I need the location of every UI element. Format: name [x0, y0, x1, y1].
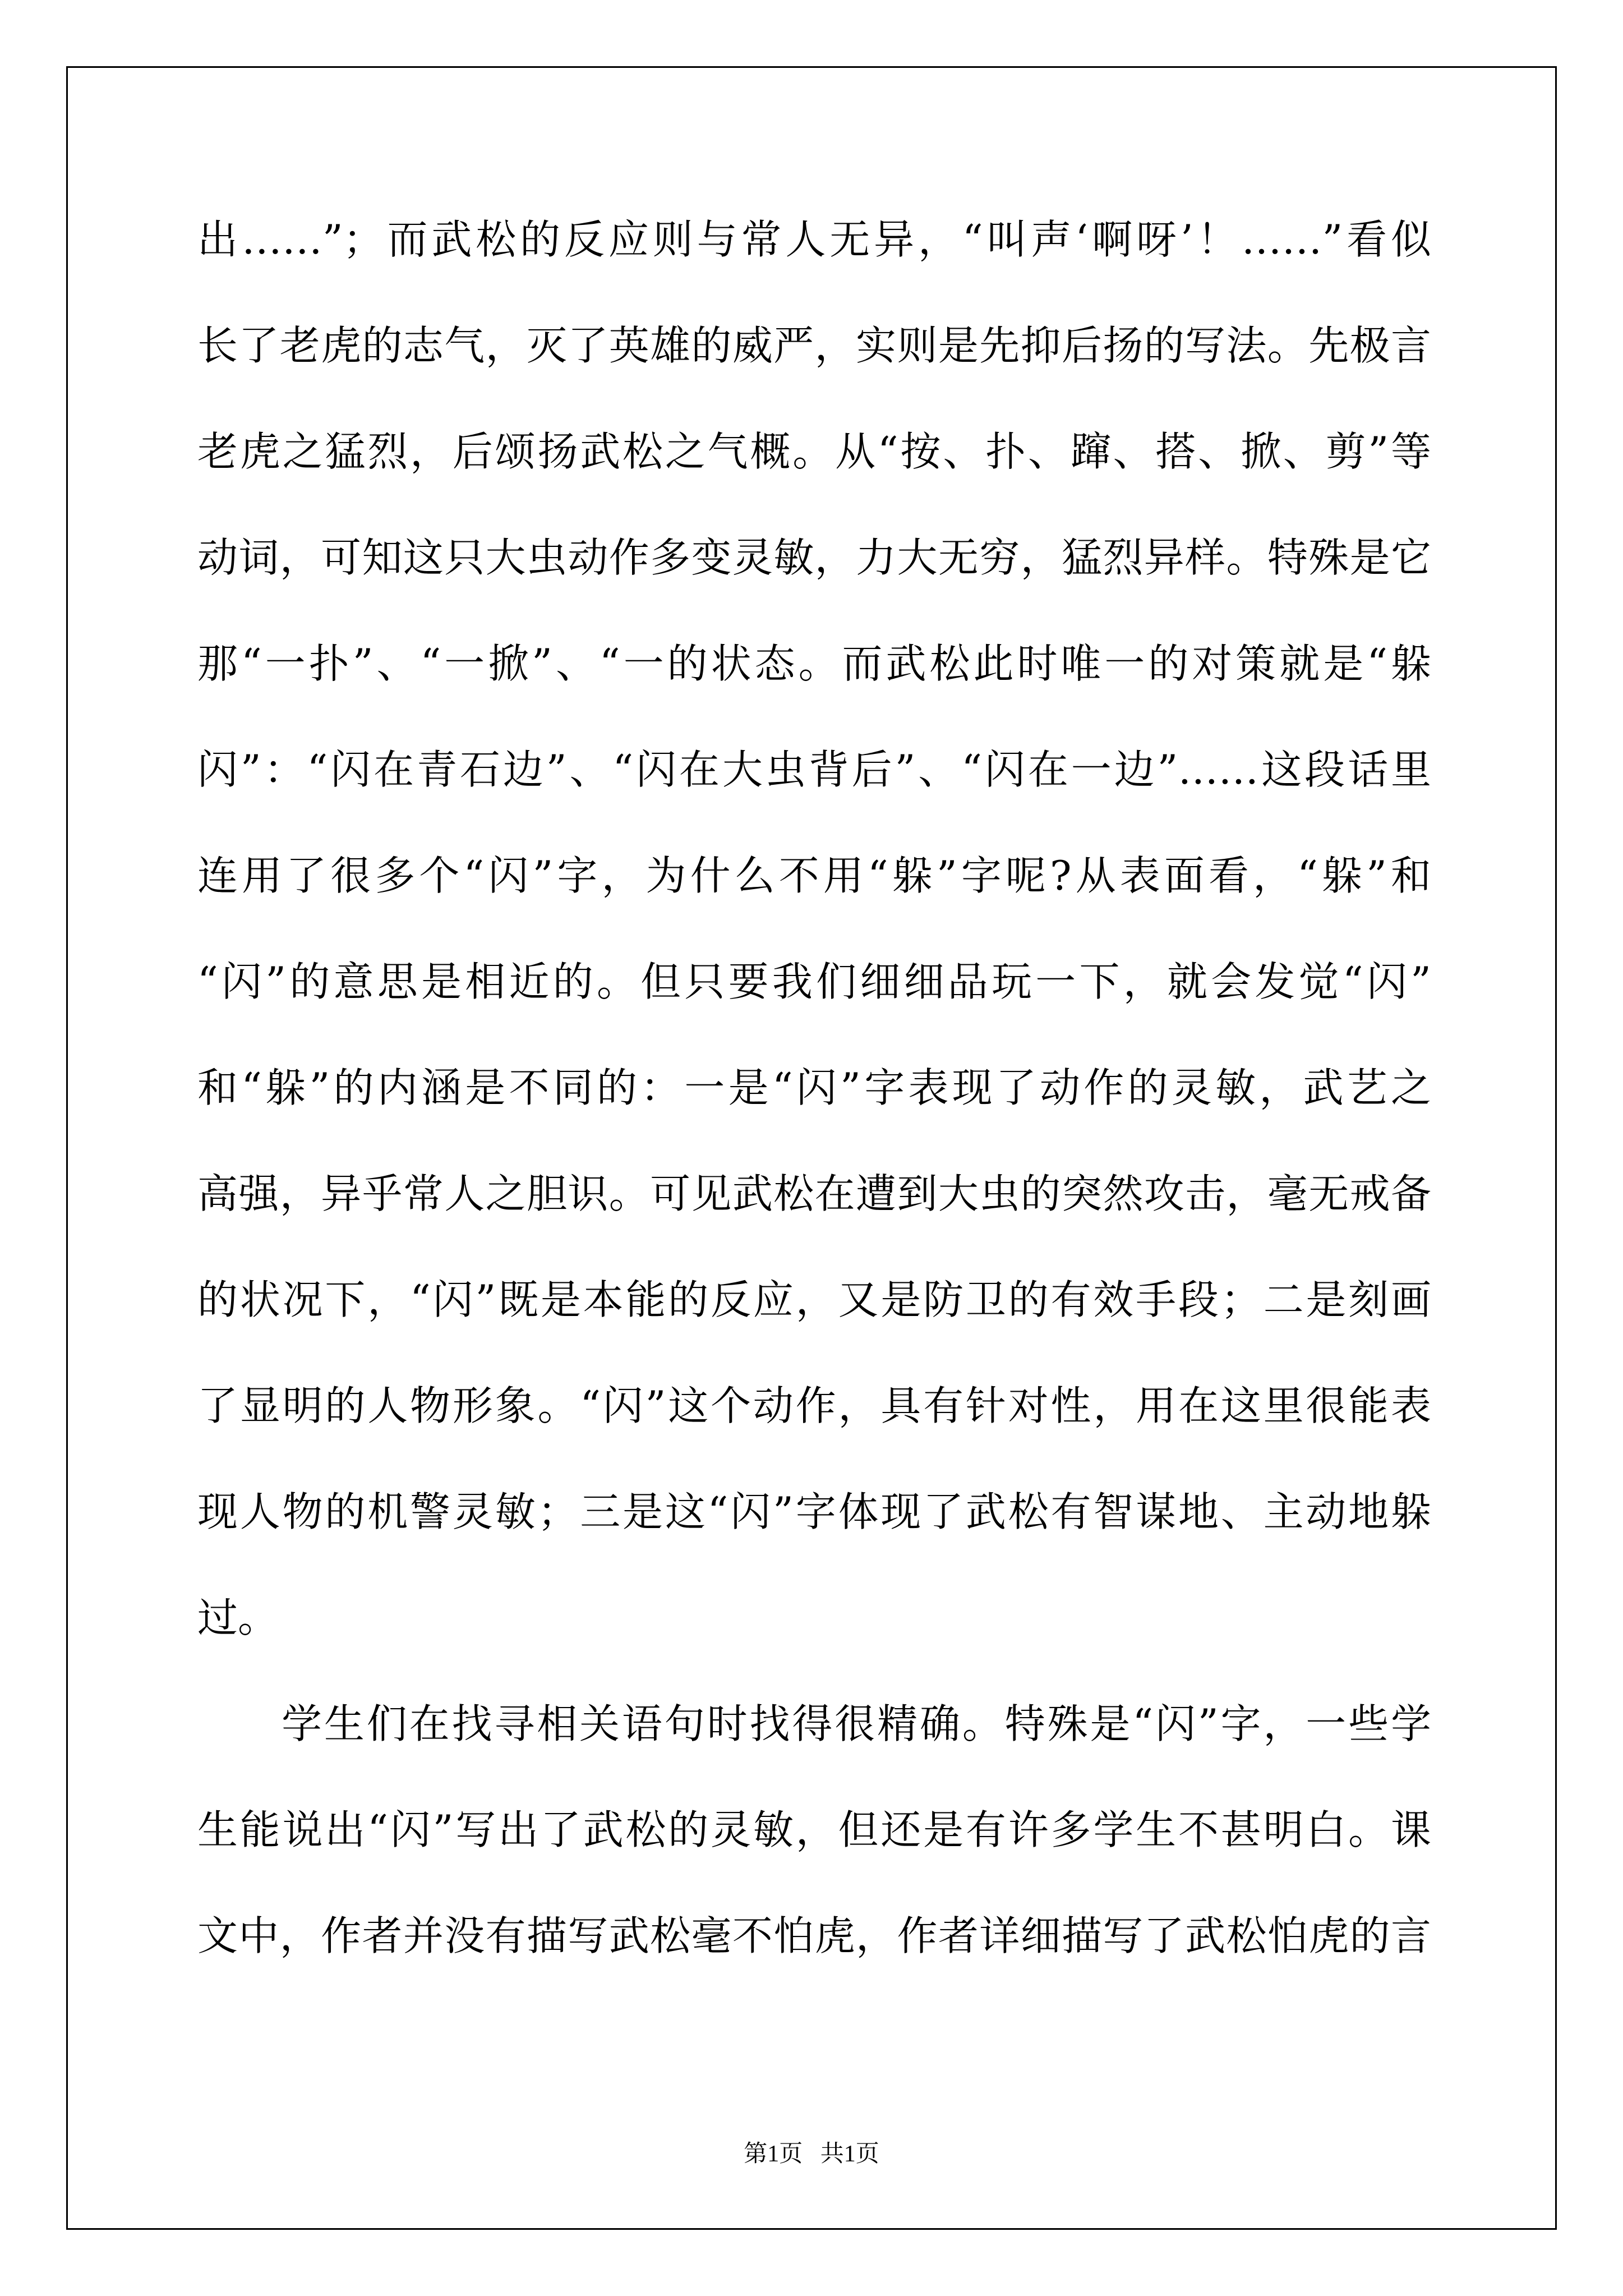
- paragraph-first-line: 学生们在找寻相关语句时找得很精确。特殊是“闪”字，一些学: [282, 1700, 1431, 1747]
- text-line: 动词，可知这只大虫动作多变灵敏，力大无穷，猛烈异样。特殊是它: [197, 534, 1431, 581]
- text-line: 那“一扑”、“一掀”、“一的状态。而武松此时唯一的对策就是“躲: [197, 640, 1431, 687]
- text-line: 文中，作者并没有描写武松毫不怕虎，作者详细描写了武松怕虎的言: [197, 1912, 1431, 1959]
- text-line: 出……”；而武松的反应则与常人无异，“叫声‘啊呀’！……”看似: [197, 216, 1431, 263]
- text-line: 长了老虎的志气，灭了英雄的威严，实则是先抑后扬的写法。先极言: [197, 322, 1431, 369]
- text-line: 了显明的人物形象。“闪”这个动作，具有针对性，用在这里很能表: [197, 1382, 1431, 1429]
- document-body: [197, 209, 1431, 2011]
- text-line: 和“躲”的内涵是不同的：一是“闪”字表现了动作的灵敏，武艺之: [197, 1064, 1431, 1111]
- text-line: “闪”的意思是相近的。但只要我们细细品玩一下，就会发觉“闪”: [197, 958, 1431, 1005]
- text-line: 老虎之猛烈，后颂扬武松之气概。从“按、扑、蹿、搭、掀、剪”等: [197, 428, 1431, 475]
- text-line: 的状况下，“闪”既是本能的反应，又是防卫的有效手段；二是刻画: [197, 1276, 1431, 1323]
- text-line: 高强，异乎常人之胆识。可见武松在遭到大虫的突然攻击，毫无戒备: [197, 1170, 1431, 1217]
- text-line: 现人物的机警灵敏；三是这“闪”字体现了武松有智谋地、主动地躲: [197, 1488, 1431, 1535]
- text-line: 过。: [197, 1594, 279, 1641]
- page-number-footer: 第1页 共1页: [744, 2141, 879, 2167]
- text-line: 生能说出“闪”写出了武松的灵敏，但还是有许多学生不甚明白。课: [197, 1806, 1431, 1853]
- text-line: 连用了很多个“闪”字，为什么不用“躲”字呢?从表面看，“躲”和: [197, 852, 1431, 899]
- text-line: 闪”：“闪在青石边”、“闪在大虫背后”、“闪在一边”……这段话里: [197, 746, 1431, 793]
